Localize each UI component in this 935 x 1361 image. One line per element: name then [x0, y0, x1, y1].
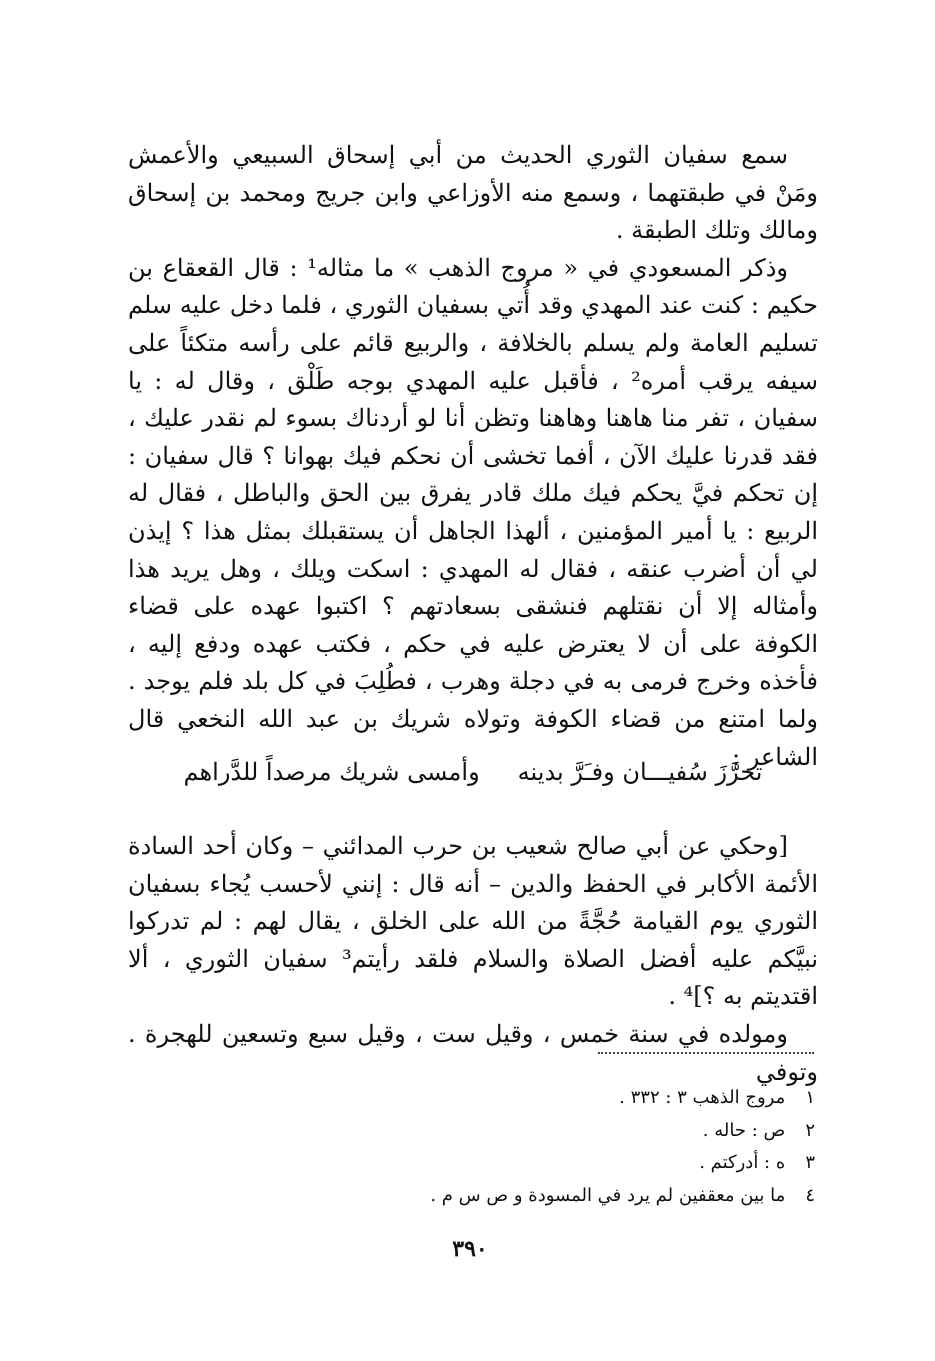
paragraph-4: ومولده في سنة خمس ، وقيل ست ، وقيل سبع وتسعين للهجرة . وتوفي: [128, 1019, 818, 1086]
footnote-text: ه : أدركتم .: [699, 1152, 786, 1173]
footnote-1: [330, 1082, 815, 1115]
footnotes-list: [330, 1082, 815, 1212]
paragraph-1: سمع سفيان الثوري الحديث من أبي إسحاق السبيعي والأعمش ومَنْ في طبقتهما ، وسمع منه الأوزاعي وابن جريج ومحمد بن إسحاق ومالك وتلك الطبقة .: [128, 141, 818, 245]
poetry-verse: [128, 752, 818, 792]
footnote-number: ٤: [805, 1184, 815, 1206]
paragraph-3: [وحكي عن أبي صالح شعيب بن حرب المدائني – وكان أحد السادة الأئمة الأكابر في الحفظ والدين – أنه قال : إنني لأحسب يُجاء بسفيان الثوري يوم القيامة حُجَّةً من الله على الخلق ، يقال لهم : لم تدركوا نبيَّكم عليه أفضل الصلاة والسلام فلقد رأيتم³ سفيان الثوري ، ألا اقتديتم به ؟]⁴ .: [128, 832, 818, 1011]
verse-first-hemistich: تحرَّزَ سُفيـــان وفـَرَّ بدينه: [517, 758, 763, 786]
main-text: [128, 137, 818, 776]
footnote-4: [330, 1180, 815, 1213]
footnote-3: [330, 1147, 815, 1180]
footnote-text: ص : حاله .: [702, 1119, 786, 1141]
footnote-separator: [598, 1052, 814, 1054]
footnote-text: ما بين معقفين لم يرد في المسودة و ص س م .: [430, 1184, 786, 1206]
footnote-text: مروج الذهب ٣ : ٣٣٢ .: [619, 1087, 786, 1108]
footnote-2: [330, 1115, 815, 1148]
page-number: ٣٩٠: [452, 1236, 488, 1262]
footnote-number: ٢: [805, 1119, 815, 1141]
paragraph-2: وذكر المسعودي في « مروج الذهب » ما مثاله¹ : قال القعقاع بن حكيم : كنت عند المهدي وقد أُتي بسفيان الثوري ، فلما دخل عليه سلم تسليم العامة ولم يسلم بالخلافة ، والربيع قائم على رأسه متكئاً على سيفه يرقب أمره² ، فأقبل عليه المهدي بوجه طَلْق ، وقال له : يا سفيان ، تفر منا هاهنا وهاهنا وتظن أنا لو أردناك بسوء لم نقدر عليك ، فقد قدرنا عليك الآن ، أفما تخشى أن نحكم فيك بهوانا ؟ قال سفيان : إن تحكم فيَّ يحكم فيك ملك قادر يفرق بين الحق والباطل ، فقال له الربيع : يا أمير المؤمنين ، ألهذا الجاهل أن يستقبلك بمثل هذا ؟ إيذن لي أن أضرب عنقه ، فقال له المهدي : اسكت ويلك ، وهل يريد هذا وأمثاله إلا أن نقتلهم فنشقى بسعادتهم ؟ اكتبوا عهده على قضاء الكوفة على أن لا يعترض عليه في حكم ، فكتب عهده ودفع إليه ، فأخذه وخرج فرمى به في دجلة وهرب ، فطُلِبَ في كل بلد فلم يوجد . ولما امتنع من قضاء الكوفة وتولاه شريك بن عبد الله النخعي قال الشاعر :: [128, 253, 818, 771]
verse-second-hemistich: وأمسى شريك مرصداً للدَّراهم: [183, 758, 480, 786]
footnote-number: ٣: [805, 1152, 815, 1173]
footnote-number: ١: [805, 1087, 815, 1108]
